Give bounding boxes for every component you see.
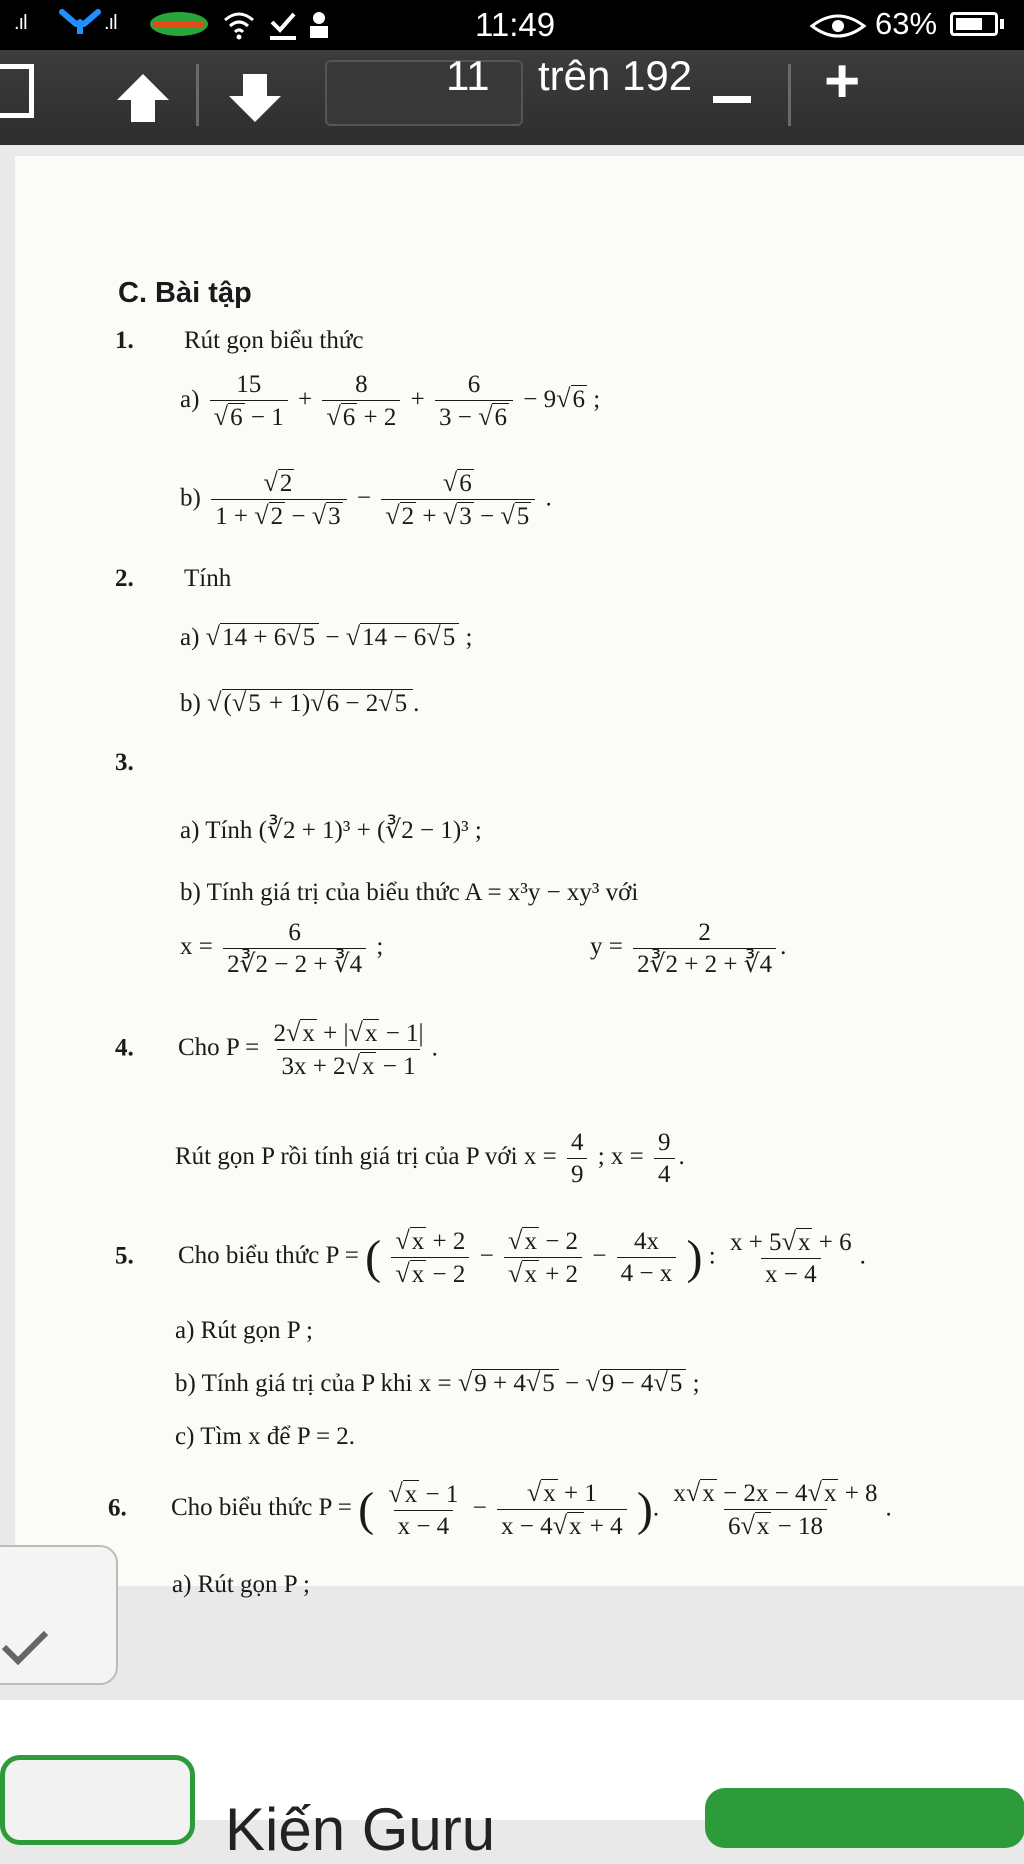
- arrow-up-icon: [115, 72, 171, 124]
- reader-toolbar: [0, 47, 1024, 145]
- problem-6: 6. Cho biểu thức P = ( $\frac{√x - 1}{x - 4}$ − $\frac{√x + 1}{x - 4√x + 4}$ ). $\frac{x√x - 2x - 4√x + 8}{6√x - 18}$ .: [108, 1478, 892, 1541]
- network-icon: [58, 8, 102, 34]
- battery-icon: [950, 12, 998, 36]
- problem-6a: a) Rút gọn P ;: [172, 1571, 310, 1598]
- problem-3-y: y = $\frac{2}{2∛2 + 2 + ∛4}$ .: [590, 919, 787, 978]
- minus-icon: [713, 96, 751, 103]
- problem-3-number: 3.: [115, 749, 134, 776]
- status-bar: [0, 0, 1024, 50]
- problem-3-x: x = $\frac{6}{2∛2 - 2 + ∛4}$ ;: [180, 919, 384, 978]
- carrier-icon: [148, 9, 210, 39]
- previous-page-button[interactable]: [108, 68, 178, 128]
- signal-icon-2: .ıl: [104, 12, 117, 34]
- next-page-button[interactable]: [220, 68, 290, 128]
- problem-5: 5. Cho biểu thức P = ( $\frac{√x + 2}{√x - 2}$ − $\frac{√x - 2}{√x + 2}$ − $\frac{4x}{4 - x}$ ) : $\frac{x + 5√x + 6}{x - 4}$ .: [115, 1226, 866, 1289]
- battery-percentage: 63%: [875, 6, 938, 41]
- problem-1-title: 1. Rút gọn biểu thức: [115, 327, 364, 354]
- current-page-number: 11: [446, 52, 490, 99]
- check-icon: [0, 1627, 50, 1667]
- answer-check-tab[interactable]: [0, 1545, 118, 1685]
- page-number-field[interactable]: [325, 60, 523, 126]
- problem-2a: a) √14 + 6√5 − √14 − 6√5 ;: [180, 622, 473, 651]
- bottom-banner[interactable]: [0, 1700, 1024, 1863]
- eye-comfort-icon: [808, 12, 868, 40]
- banner-action-button[interactable]: [705, 1788, 1024, 1848]
- problem-2b: b) √(√5 + 1)√6 − 2√5 .: [180, 688, 420, 717]
- problem-5a: a) Rút gọn P ;: [175, 1317, 313, 1344]
- total-pages-label: trên 192: [538, 52, 693, 99]
- zoom-out-button[interactable]: [700, 70, 764, 116]
- problem-1b: b) $\frac{√2}{1 + √2 - √3}$ − $\frac{√6}{√2 + √3 - √5}$ .: [180, 468, 552, 531]
- wifi-icon: [222, 10, 256, 40]
- section-heading: C. Bài tập: [118, 277, 252, 309]
- problem-5c: c) Tìm x để P = 2.: [175, 1423, 356, 1450]
- problem-5b: b) Tính giá trị của P khi x = √9 + 4√5 − √9 − 4√5 ;: [175, 1368, 700, 1397]
- banner-thumbnail: [0, 1755, 195, 1845]
- plus-icon: +: [824, 47, 861, 116]
- zoom-in-button[interactable]: [812, 47, 882, 118]
- arrow-down-icon: [227, 72, 283, 124]
- problem-1a: a) $\frac{15}{√6 - 1}$ + $\frac{8}{√6 + 2}$ + $\frac{6}{3 - √6}$ − 9√6 ;: [180, 371, 601, 431]
- download-icon: [268, 10, 298, 42]
- problem-4: 4. Cho P = $\frac{2√x + |√x - 1|}{3x + 2√x - 1}$ .: [115, 1018, 438, 1081]
- bookmark-icon[interactable]: [0, 64, 34, 118]
- clock: 11:49: [475, 6, 556, 43]
- problem-3a: a) Tính (∛2 + 1)³ + (∛2 − 1)³ ;: [180, 817, 482, 844]
- banner-title: Kiến Guru: [225, 1796, 496, 1863]
- problem-4-question: Rút gọn P rồi tính giá trị của P với x = $\frac{4}{9}$ ; x = $\frac{9}{4}$ .: [175, 1129, 685, 1188]
- problem-2-title: 2. Tính: [115, 565, 232, 592]
- signal-icon: .ıl: [14, 12, 27, 34]
- usb-icon: [306, 10, 332, 42]
- problem-3b: b) Tính giá trị của biểu thức A = x³y − xy³ với: [180, 879, 639, 906]
